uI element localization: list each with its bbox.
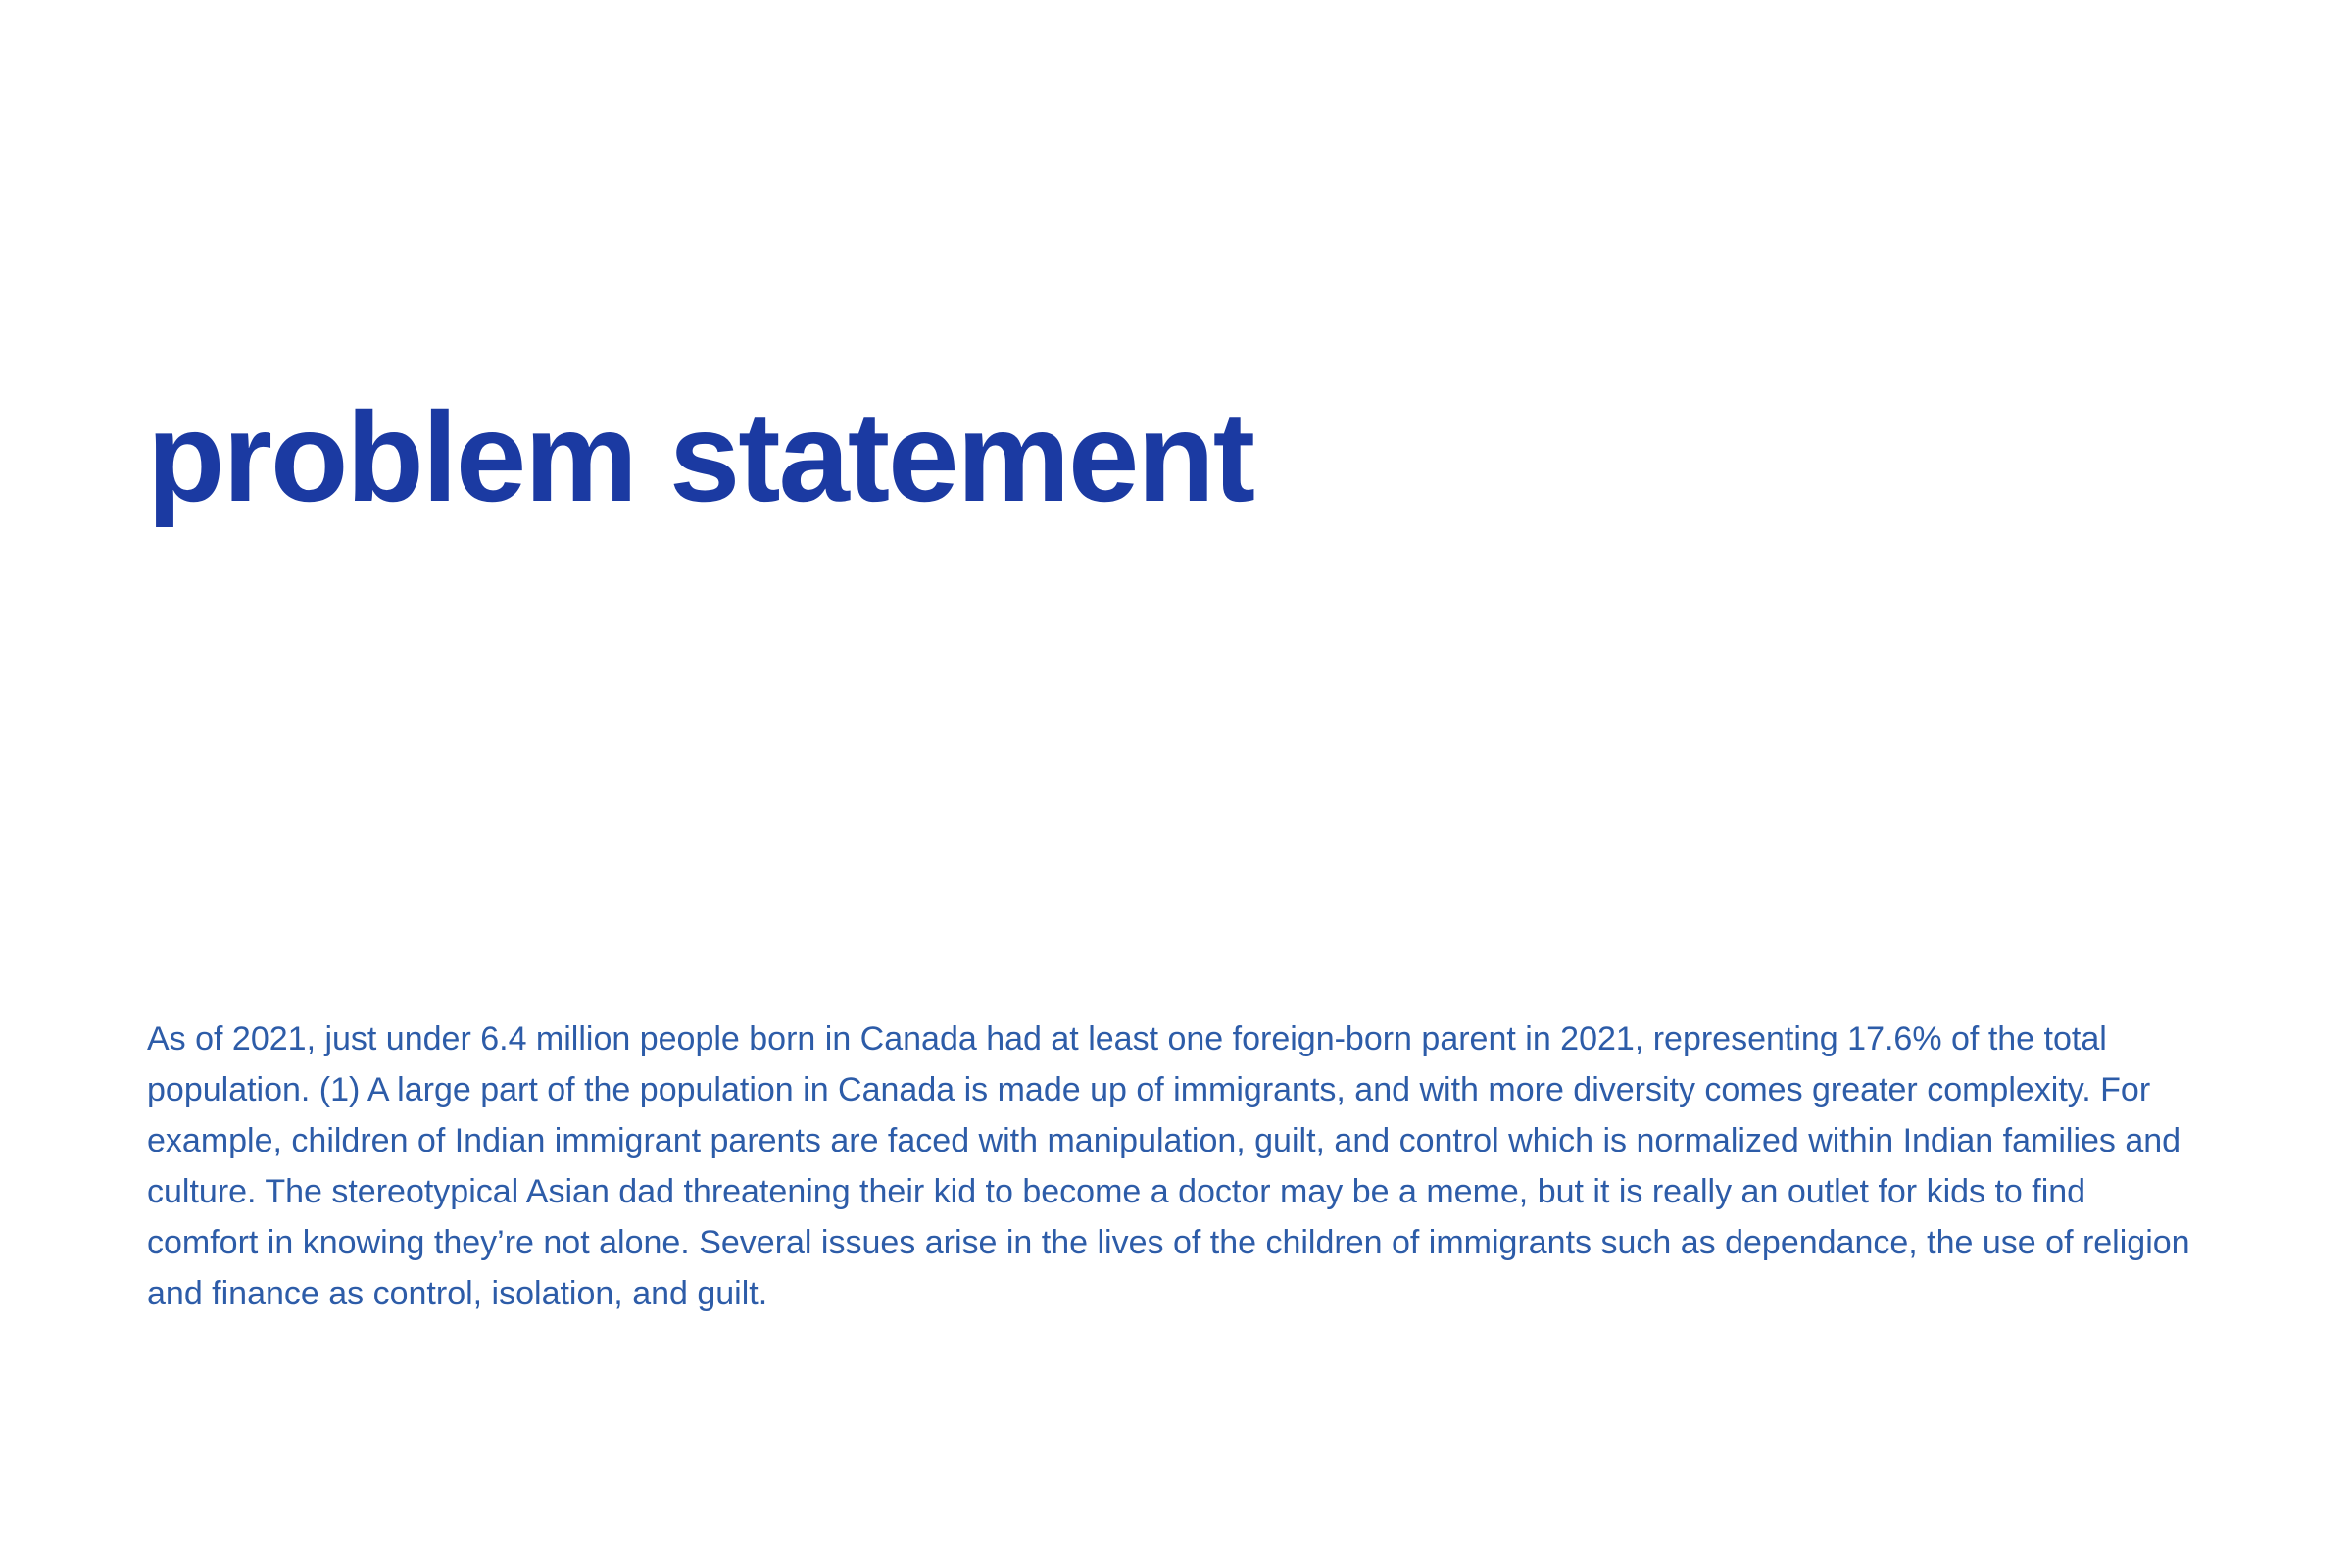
page-title: problem statement	[147, 385, 1254, 528]
body-paragraph: As of 2021, just under 6.4 million people born in Canada had at least one foreign-born parent in 2021, representing 17.6% of the total population. (1) A large part of the population in Canada is made up of immigrants, and with more diversity comes greater complexity. For example, children of Indian immigrant parents are faced with manipulation, guilt, and control which is normalized within Indian families and culture. The stereotypical Asian dad threatening their kid to become a doctor may be a meme, but it is really an outlet for kids to find comfort in knowing they’re not alone. Several issues arise in the lives of the children of immigrants such as dependance, the use of religion and finance as control, isolation, and guilt.	[147, 1020, 2190, 1312]
